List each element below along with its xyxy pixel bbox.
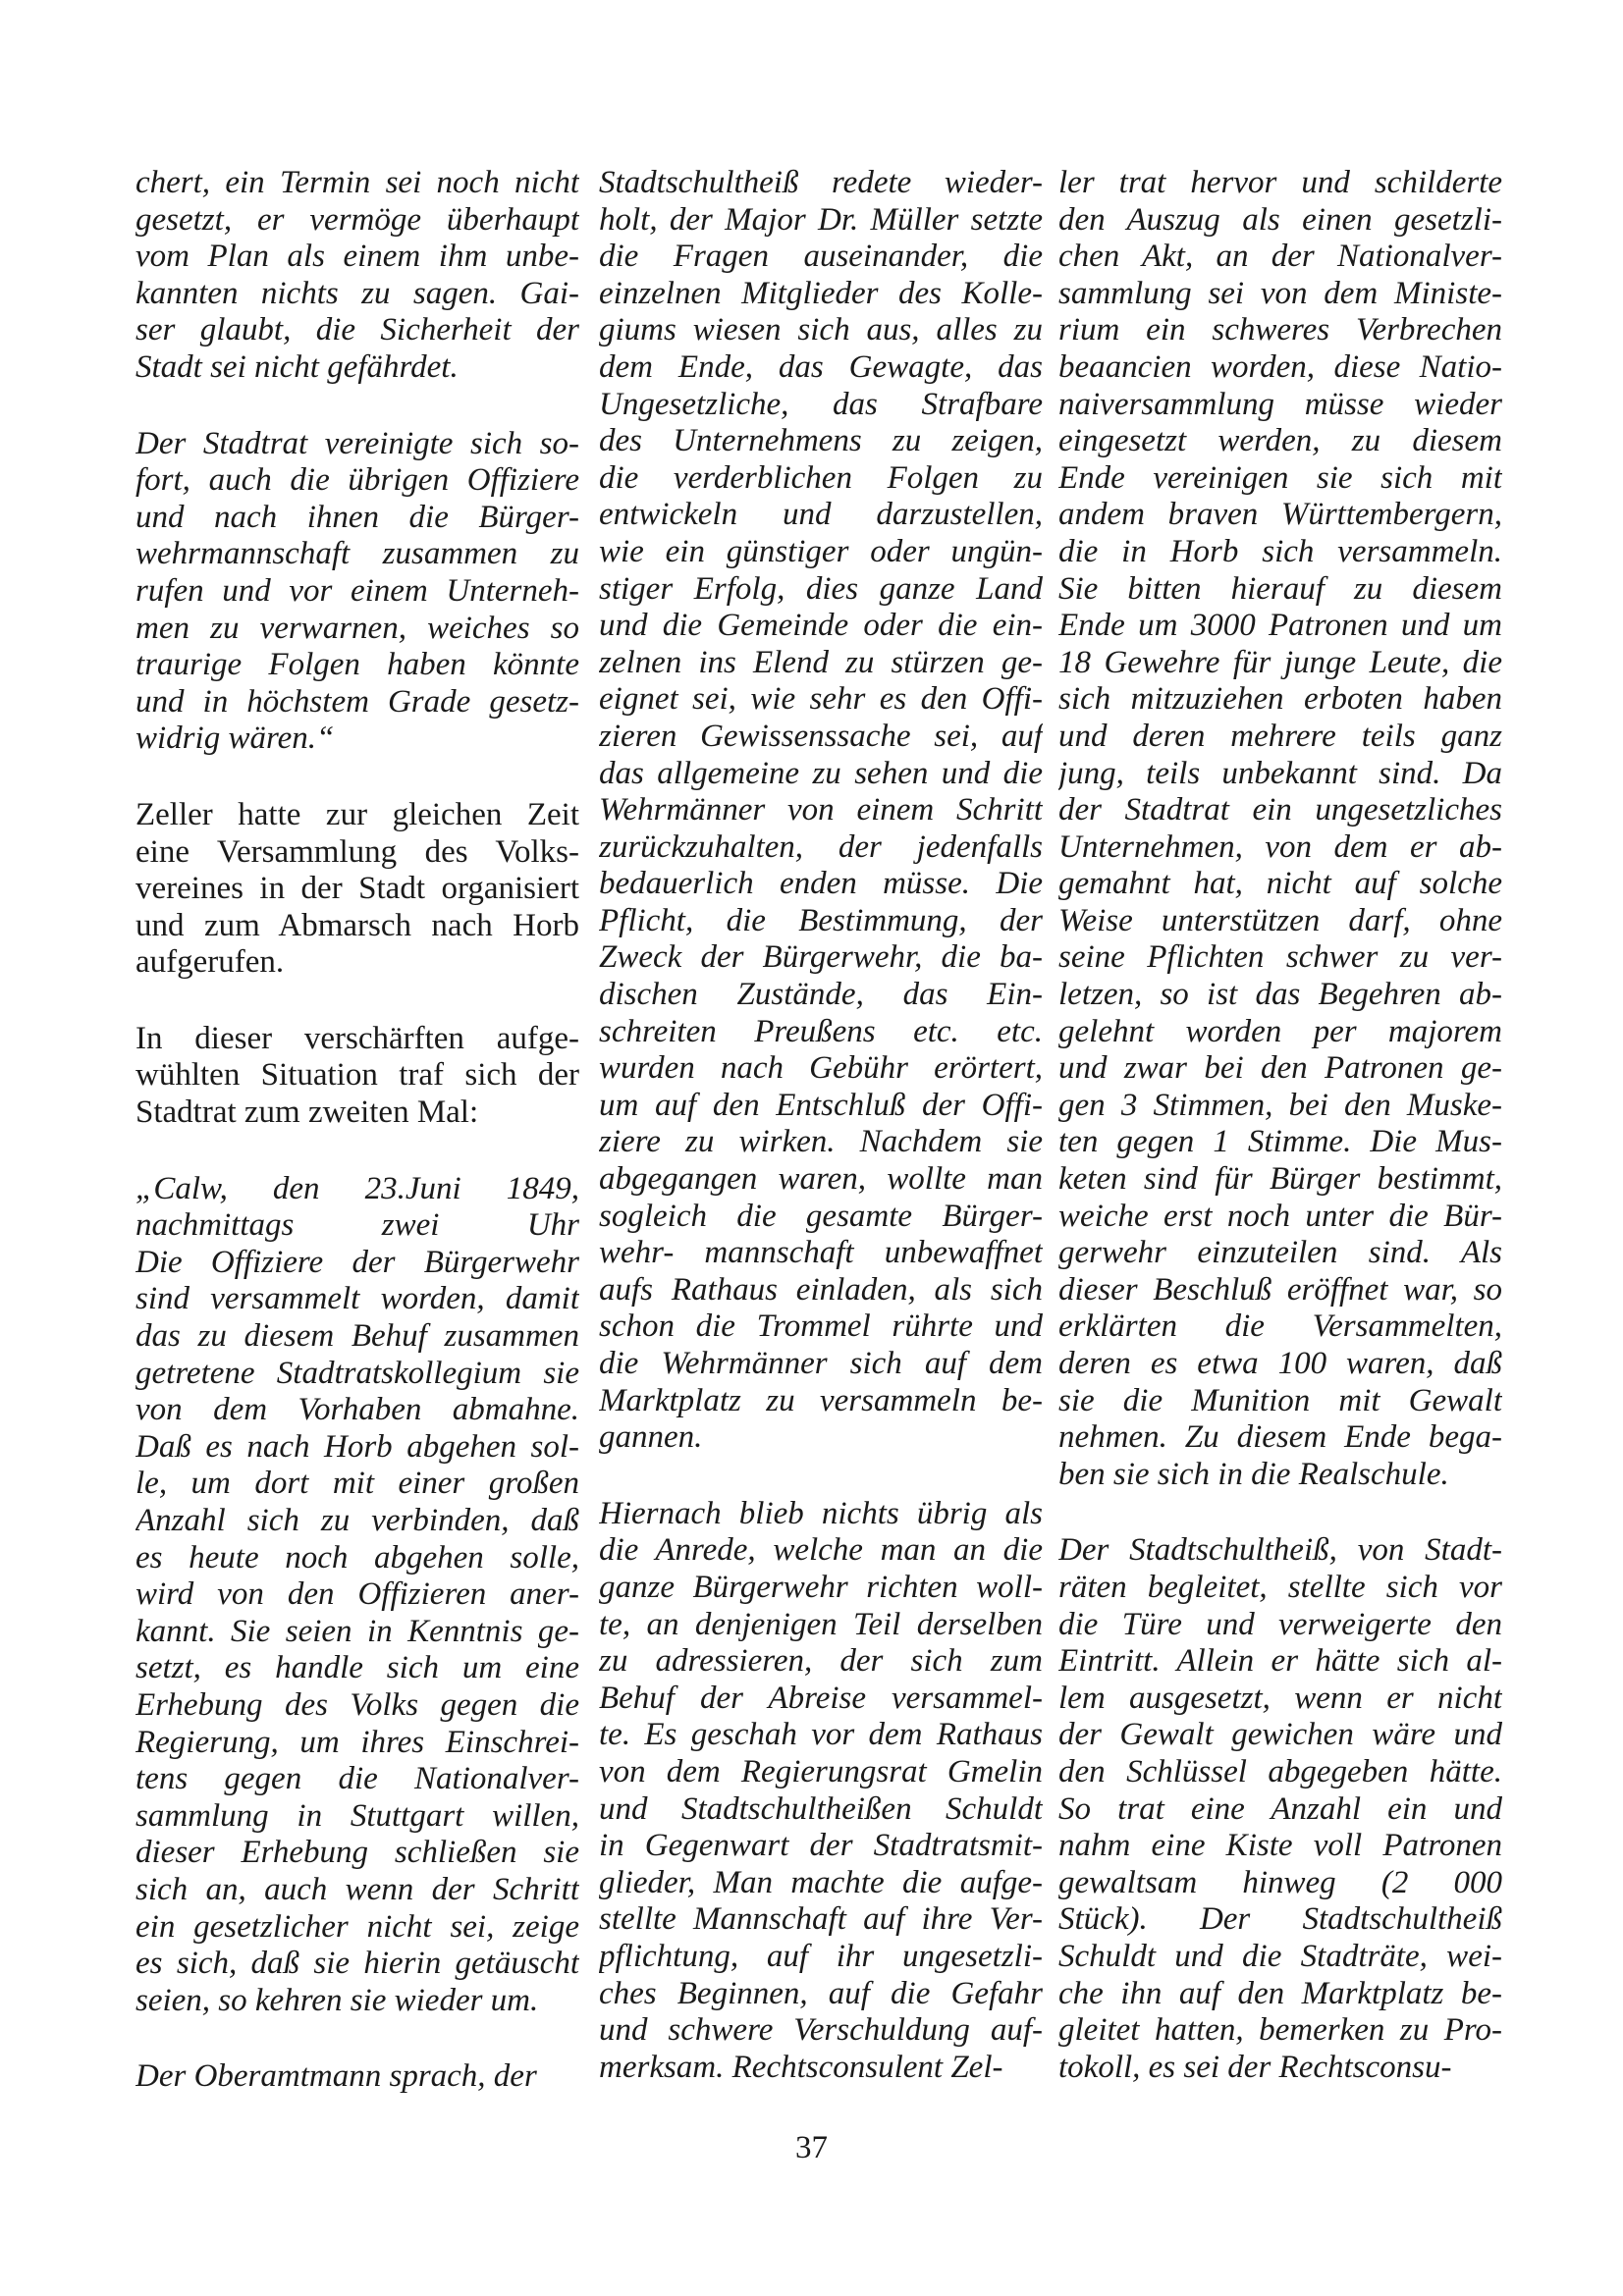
text-line: sammlung sei von dem Ministe- xyxy=(1058,275,1502,311)
text-line: die Fragen auseinander, die xyxy=(599,239,1043,275)
text-line: weiche erst noch unter die Bür- xyxy=(1058,1198,1502,1234)
text-line: eignet sei, wie sehr es den Offi- xyxy=(599,681,1043,718)
text-line: Hiernach blieb nichts übrig als xyxy=(599,1495,1043,1531)
text-line: wehr- mannschaft unbewaffnet xyxy=(599,1235,1043,1271)
text-line: gemahnt hat, nicht auf solche xyxy=(1058,866,1502,902)
text-line: In dieser verschärften aufge- xyxy=(135,1020,579,1056)
text-line: chen Akt, an der Nationalver- xyxy=(1058,239,1502,275)
paragraph xyxy=(135,797,579,982)
page-number: 37 xyxy=(795,2130,828,2165)
text-line: Behuf der Abreise versammel- xyxy=(599,1680,1043,1716)
text-line: und deren mehrere teils ganz xyxy=(1058,718,1502,754)
text-line: zieren Gewissenssache sei, auf xyxy=(599,718,1043,754)
text-line: Der Stadtschultheiß, von Stadt- xyxy=(1058,1532,1502,1569)
text-line: letzen, so ist das Begehren ab- xyxy=(1058,977,1502,1013)
text-line: Zweck der Bürgerwehr, die ba- xyxy=(599,939,1043,976)
paragraph-gap xyxy=(1058,1493,1502,1532)
text-line: räten begleitet, stellte sich vor xyxy=(1058,1569,1502,1605)
text-line: und nach ihnen die Bürger- xyxy=(135,499,579,535)
text-line: aufs Rathaus einladen, als sich xyxy=(599,1271,1043,1308)
paragraph-gap xyxy=(135,758,579,797)
text-column-3 xyxy=(1058,165,1502,2086)
text-line: sammlung in Stuttgart willen, xyxy=(135,1797,579,1834)
text-line: Der Stadtrat vereinigte sich so- xyxy=(135,425,579,461)
text-line: wehrmannschaft zusammen zu xyxy=(135,536,579,572)
text-line: und in höchstem Grade gesetz- xyxy=(135,683,579,720)
paragraph xyxy=(135,165,579,387)
text-line: eine Versammlung des Volks- xyxy=(135,833,579,870)
text-line: der Stadtrat ein ungesetzliches xyxy=(1058,792,1502,828)
text-line: von dem Vorhaben abmahne. xyxy=(135,1392,579,1428)
text-line: sogleich die gesamte Bürger- xyxy=(599,1198,1043,1234)
text-line: wühlten Situation traf sich der xyxy=(135,1057,579,1094)
text-line: Stadtrat zum zweiten Mal: xyxy=(135,1095,479,1131)
text-line: Stück). Der Stadtschultheiß xyxy=(1058,1901,1502,1938)
text-line: den Schlüssel abgegeben hätte. xyxy=(1058,1753,1502,1789)
text-line: ten gegen 1 Stimme. Die Mus- xyxy=(1058,1124,1502,1160)
text-line: eingesetzt werden, zu diesem xyxy=(1058,423,1502,459)
text-line: beaancien worden, diese Natio- xyxy=(1058,348,1502,385)
text-line: und Stadtschultheißen Schuldt xyxy=(599,1790,1043,1827)
text-line: gleitet hatten, bemerken zu Pro- xyxy=(1058,2012,1502,2049)
text-line: seien, so kehren sie wieder um. xyxy=(135,1982,539,2018)
text-line: stellte Mannschaft auf ihre Ver- xyxy=(599,1901,1043,1938)
text-line: wie ein günstiger oder ungün- xyxy=(599,533,1043,569)
text-line: und die Gemeinde oder die ein- xyxy=(599,608,1043,644)
text-line: men zu verwarnen, weiches so xyxy=(135,610,579,646)
text-line: sind versammelt worden, damit xyxy=(135,1281,579,1317)
text-line: Anzahl sich zu verbinden, daß xyxy=(135,1503,579,1538)
text-line: nahm eine Kiste voll Patronen xyxy=(1058,1828,1502,1864)
text-column-1 xyxy=(135,165,579,2096)
text-line: die Türe und verweigerte den xyxy=(1058,1606,1502,1642)
text-line: in Gegenwart der Stadtratsmit- xyxy=(599,1828,1043,1864)
text-line: bedauerlich enden müsse. Die xyxy=(599,866,1043,902)
paragraph-gap xyxy=(599,1457,1043,1496)
text-line: tens gegen die Nationalver- xyxy=(135,1761,579,1797)
text-line: es sich, daß sie hierin getäuscht xyxy=(135,1946,579,1982)
text-line: aufgerufen. xyxy=(135,944,285,981)
text-line: vom Plan als einem ihm unbe- xyxy=(135,239,579,275)
text-line: rufen und vor einem Unterneh- xyxy=(135,572,579,609)
text-line: die Wehrmänner sich auf dem xyxy=(599,1346,1043,1381)
text-line: das zu diesem Behuf zusammen xyxy=(135,1318,579,1355)
text-line: ser glaubt, die Sicherheit der xyxy=(135,312,579,348)
text-line: gelehnt worden per majorem xyxy=(1058,1013,1502,1049)
text-line: die in Horb sich versammeln. xyxy=(1058,533,1502,569)
text-line: dischen Zustände, das Ein- xyxy=(599,977,1043,1013)
text-line: und zwar bei den Patronen ge- xyxy=(1058,1050,1502,1087)
paragraph-gap xyxy=(135,1132,579,1171)
text-line: Erhebung des Volks gegen die xyxy=(135,1686,579,1723)
text-line: sich an, auch wenn der Schritt xyxy=(135,1871,579,1907)
text-line: Der Oberamtmann sprach, der xyxy=(135,2058,537,2095)
text-line: chert, ein Termin sei noch nicht xyxy=(135,165,579,200)
text-line: Ungesetzliche, das Strafbare xyxy=(599,386,1043,422)
text-line: zu adressieren, der sich zum xyxy=(599,1643,1043,1680)
paragraph-gap xyxy=(135,387,579,426)
paragraph-gap xyxy=(135,982,579,1021)
text-line: getretene Stadtratskollegium sie xyxy=(135,1355,579,1391)
text-line: einzelnen Mitglieder des Kolle- xyxy=(599,275,1043,311)
text-line: Weise unterstützen darf, ohne xyxy=(1058,902,1502,938)
text-line: giums wiesen sich aus, alles zu xyxy=(599,312,1043,348)
text-line: wird von den Offizieren aner- xyxy=(135,1576,579,1613)
text-line: schreiten Preußens etc. etc. xyxy=(599,1013,1043,1049)
text-line: schon die Trommel rührte und xyxy=(599,1308,1043,1345)
text-line: widrig wären.“ xyxy=(135,721,335,757)
paragraph xyxy=(135,426,579,758)
text-line: wurden nach Gebühr erörtert, xyxy=(599,1050,1043,1087)
text-line: Eintritt. Allein er hätte sich al- xyxy=(1058,1643,1502,1680)
text-line: und schwere Verschuldung auf- xyxy=(599,2012,1043,2049)
text-line: Ende um 3000 Patronen und um xyxy=(1058,608,1502,644)
paragraph xyxy=(599,165,1043,1457)
text-line: vereines in der Stadt organisiert xyxy=(135,871,579,907)
text-line: es heute noch abgehen solle, xyxy=(135,1539,579,1575)
text-line: traurige Folgen haben könnte xyxy=(135,647,579,683)
text-line: gen 3 Stimmen, bei den Muske- xyxy=(1058,1087,1502,1123)
text-line: stiger Erfolg, dies ganze Land xyxy=(599,570,1043,607)
text-line: te, an denjenigen Teil derselben xyxy=(599,1606,1043,1642)
text-line: So trat eine Anzahl ein und xyxy=(1058,1790,1502,1827)
text-line: rium ein schweres Verbrechen xyxy=(1058,312,1502,348)
text-line: seine Pflichten schwer zu ver- xyxy=(1058,939,1502,976)
paragraph xyxy=(599,1496,1043,2087)
text-line: Pflicht, die Bestimmung, der xyxy=(599,902,1043,938)
text-line: kannten nichts zu sagen. Gai- xyxy=(135,275,579,311)
paragraph-gap xyxy=(135,2019,579,2058)
text-line: setzt, es handle sich um eine xyxy=(135,1650,579,1686)
text-line: erklärten die Versammelten, xyxy=(1058,1308,1502,1345)
paragraph xyxy=(135,2058,579,2096)
text-line: das allgemeine zu sehen und die xyxy=(599,755,1043,791)
text-line: andem braven Württembergern, xyxy=(1058,497,1502,533)
text-line: gerwehr einzuteilen sind. Als xyxy=(1058,1235,1502,1271)
paragraph xyxy=(135,1021,579,1132)
text-line: die verderblichen Folgen zu xyxy=(599,459,1043,496)
text-line: des Unternehmens zu zeigen, xyxy=(599,423,1043,459)
text-line: Wehrmänner von einem Schritt xyxy=(599,792,1043,828)
text-line: nachmittags zwei Uhr xyxy=(135,1207,579,1244)
text-line: entwickeln und darzustellen, xyxy=(599,497,1043,533)
paragraph xyxy=(135,1171,579,2020)
text-column-2 xyxy=(599,165,1043,2086)
text-line: merksam. Rechtsconsulent Zel- xyxy=(599,2049,1003,2085)
text-line: ben sie sich in die Realschule. xyxy=(1058,1456,1449,1492)
text-line: Unternehmen, von dem er ab- xyxy=(1058,828,1502,865)
text-line: abgegangen waren, wollte man xyxy=(599,1161,1043,1198)
text-line: Daß es nach Horb abgehen sol- xyxy=(135,1428,579,1465)
text-line: sie die Munition mit Gewalt xyxy=(1058,1382,1502,1418)
text-line: che ihn auf den Marktplatz be- xyxy=(1058,1975,1502,2011)
text-line: te. Es geschah vor dem Rathaus xyxy=(599,1717,1043,1753)
text-line: und zum Abmarsch nach Horb xyxy=(135,907,579,943)
text-line: gesetzt, er vermöge überhaupt xyxy=(135,201,579,238)
text-line: Die Offiziere der Bürgerwehr xyxy=(135,1244,579,1280)
paragraph xyxy=(1058,1532,1502,2086)
text-line: Marktplatz zu versammeln be- xyxy=(599,1382,1043,1418)
text-line: lem ausgesetzt, wenn er nicht xyxy=(1058,1680,1502,1716)
text-line: um auf den Entschluß der Offi- xyxy=(599,1087,1043,1123)
text-line: gewaltsam hinweg (2 000 xyxy=(1058,1864,1502,1900)
text-line: Zeller hatte zur gleichen Zeit xyxy=(135,796,579,832)
text-line: deren es etwa 100 waren, daß xyxy=(1058,1346,1502,1381)
text-line: Sie bitten hierauf zu diesem xyxy=(1058,570,1502,607)
text-line: den Auszug als einen gesetzli- xyxy=(1058,201,1502,238)
text-line: Stadt sei nicht gefährdet. xyxy=(135,348,459,385)
text-line: dieser Erhebung schließen sie xyxy=(135,1835,579,1871)
text-line: kannt. Sie seien in Kenntnis ge- xyxy=(135,1613,579,1649)
text-line: ziere zu wirken. Nachdem sie xyxy=(599,1124,1043,1160)
text-line: Regierung, um ihres Einschrei- xyxy=(135,1724,579,1760)
text-line: von dem Regierungsrat Gmelin xyxy=(599,1753,1043,1789)
text-line: naiversammlung müsse wieder xyxy=(1058,386,1502,422)
text-line: zurückzuhalten, der jedenfalls xyxy=(599,828,1043,865)
paragraph xyxy=(1058,165,1502,1493)
text-line: gannen. xyxy=(599,1419,703,1456)
text-line: fort, auch die übrigen Offiziere xyxy=(135,462,579,499)
text-line: Stadtschultheiß redete wieder- xyxy=(599,165,1043,200)
text-line: tokoll, es sei der Rechtsconsu- xyxy=(1058,2049,1452,2085)
text-line: nehmen. Zu diesem Ende bega- xyxy=(1058,1419,1502,1456)
text-line: Schuldt und die Stadträte, wei- xyxy=(1058,1938,1502,1974)
text-line: ler trat hervor und schilderte xyxy=(1058,165,1502,200)
text-line: der Gewalt gewichen wäre und xyxy=(1058,1717,1502,1753)
text-line: zelnen ins Elend zu stürzen ge- xyxy=(599,644,1043,680)
text-line: keten sind für Bürger bestimmt, xyxy=(1058,1161,1502,1198)
text-line: ganze Bürgerwehr richten woll- xyxy=(599,1569,1043,1605)
text-line: die Anrede, welche man an die xyxy=(599,1532,1043,1569)
text-line: ein gesetzlicher nicht sei, zeige xyxy=(135,1908,579,1945)
text-line: jung, teils unbekannt sind. Da xyxy=(1058,755,1502,791)
text-line: 18 Gewehre für junge Leute, die xyxy=(1058,644,1502,680)
text-line: glieder, Man machte die aufge- xyxy=(599,1864,1043,1900)
text-line: ches Beginnen, auf die Gefahr xyxy=(599,1975,1043,2011)
text-line: holt, der Major Dr. Müller setzte xyxy=(599,201,1043,238)
text-line: dem Ende, das Gewagte, das xyxy=(599,348,1043,385)
text-line: le, um dort mit einer großen xyxy=(135,1466,579,1502)
text-line: Ende vereinigen sie sich mit xyxy=(1058,459,1502,496)
text-line: pflichtung, auf ihr ungesetzli- xyxy=(599,1938,1043,1974)
text-line: dieser Beschluß eröffnet war, so xyxy=(1058,1271,1502,1308)
text-line: sich mitzuziehen erboten haben xyxy=(1058,681,1502,718)
text-line: „Calw, den 23.Juni 1849, xyxy=(135,1170,579,1206)
